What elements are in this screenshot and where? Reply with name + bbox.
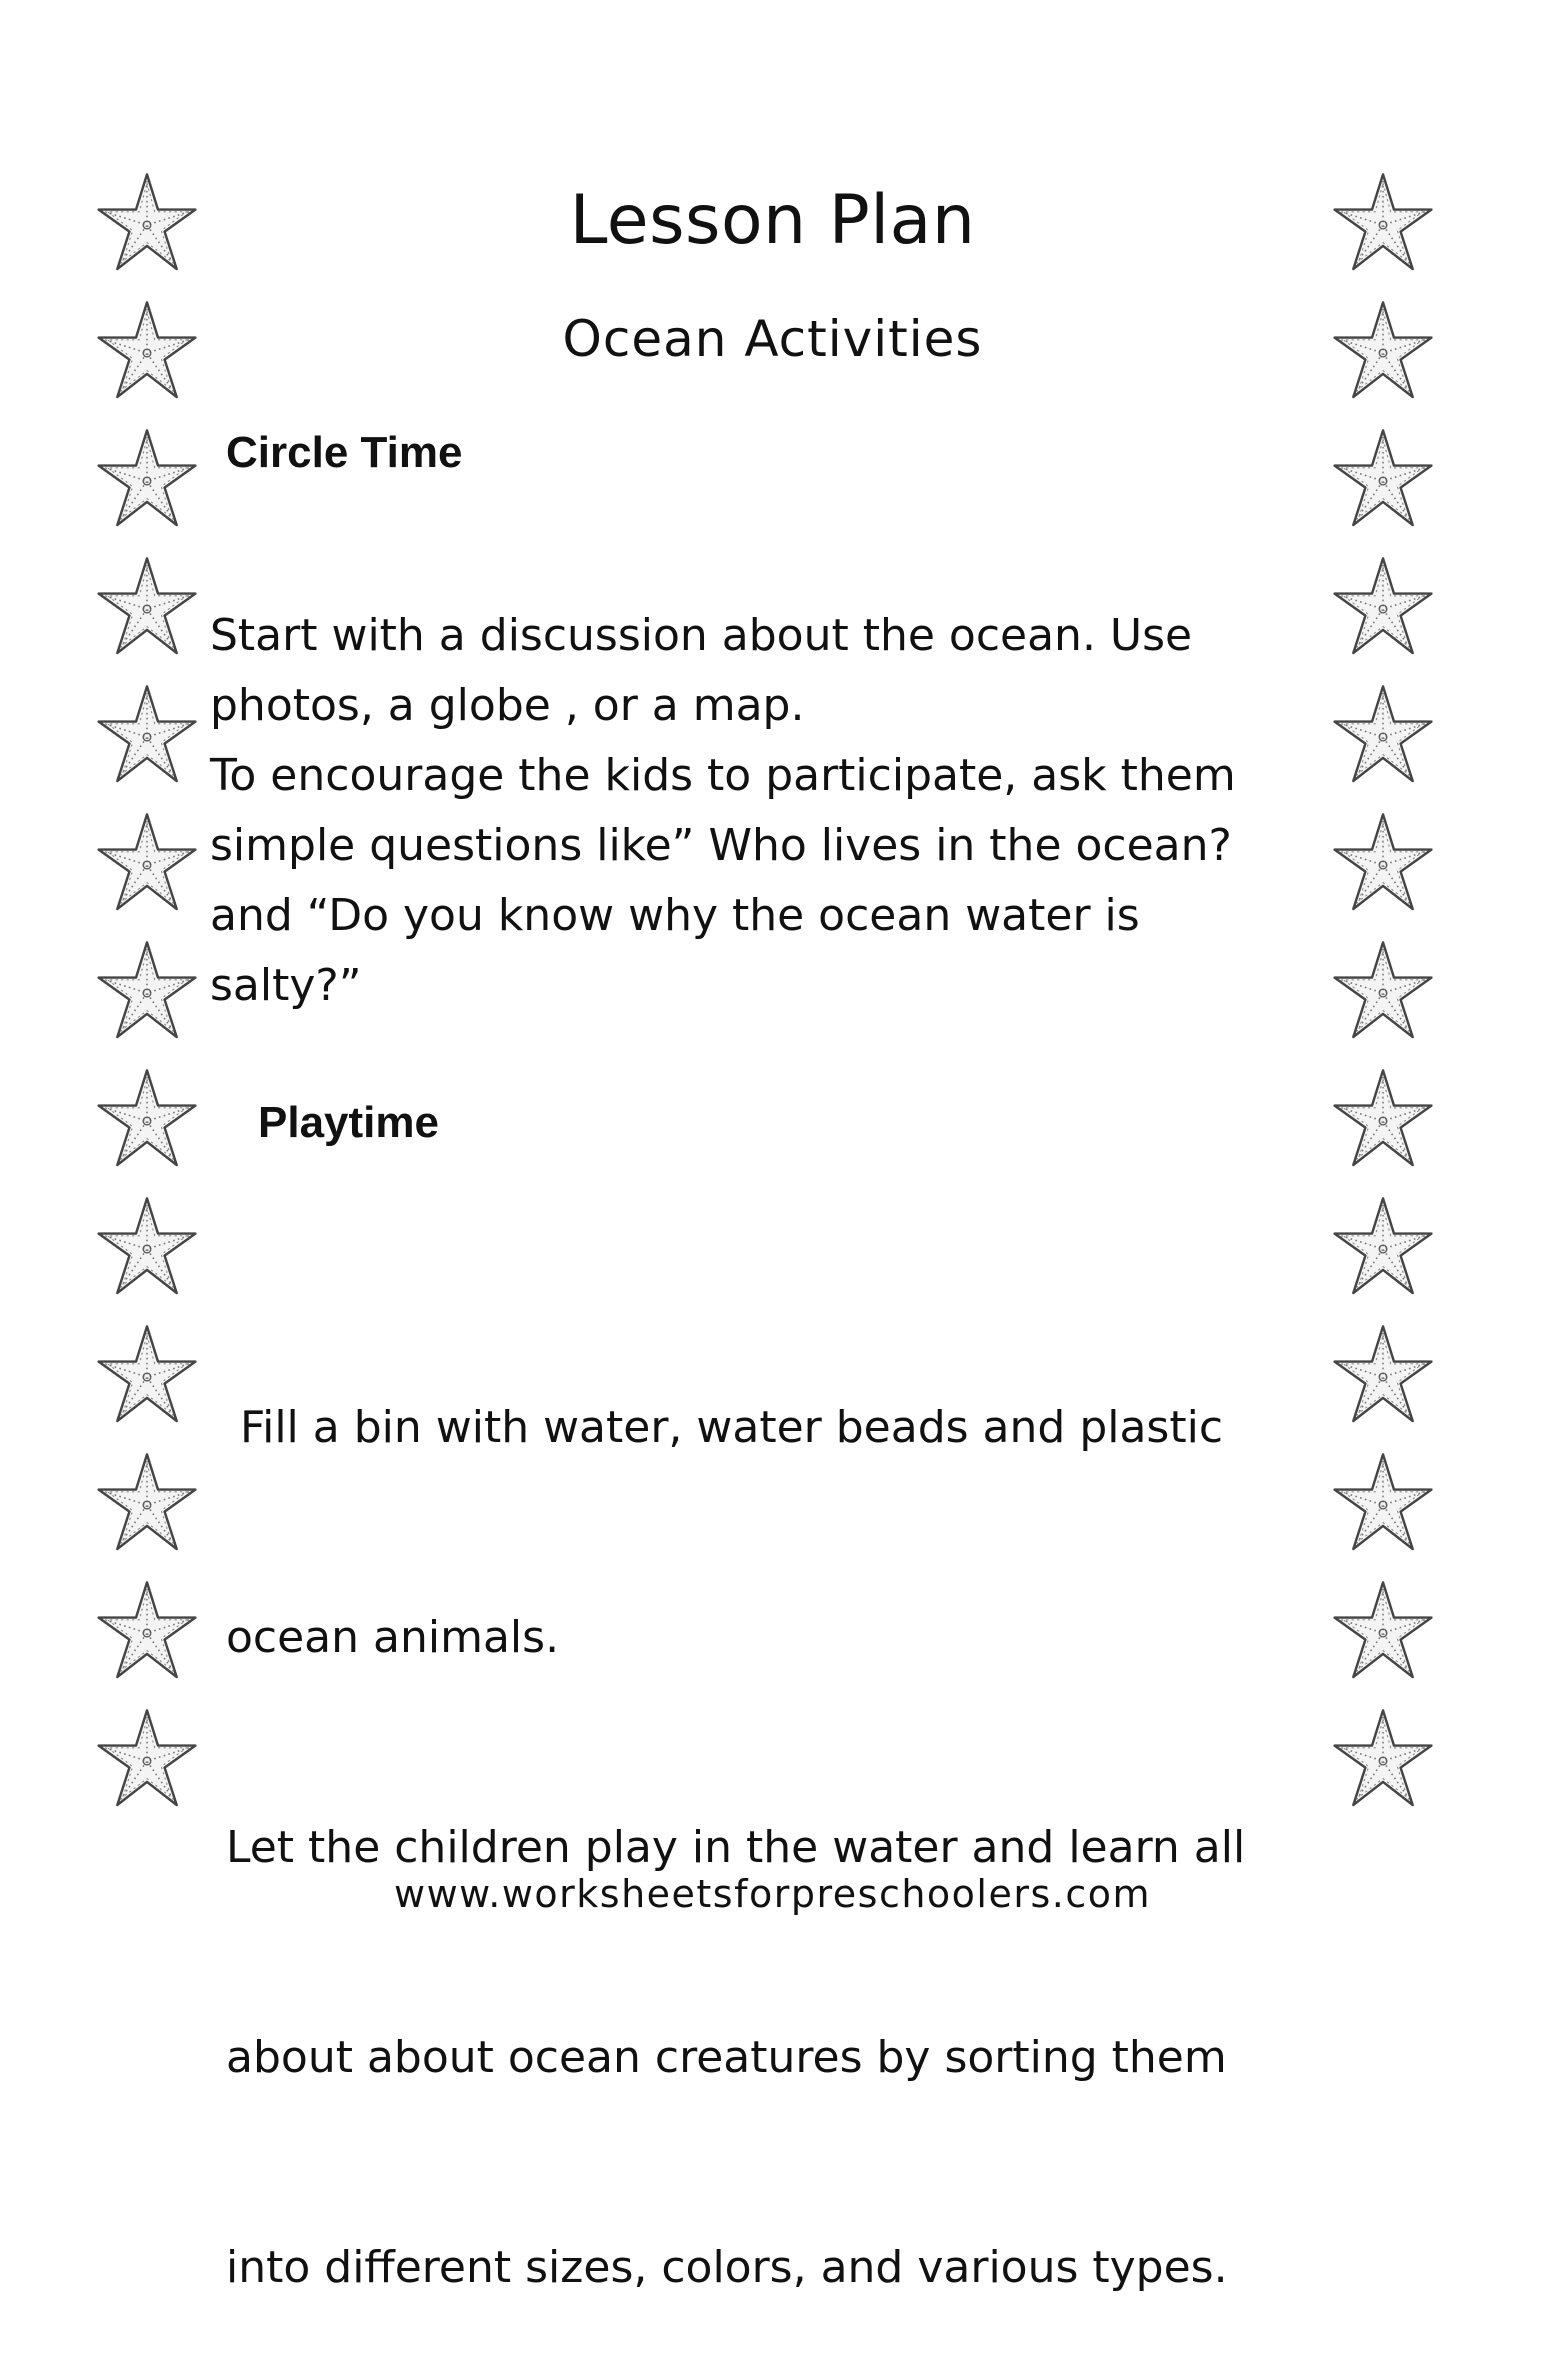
text-line: Start with a discussion about the ocean. Use [210, 610, 1193, 661]
left-starfish-border [92, 0, 202, 2000]
right-starfish-border [1328, 0, 1438, 2000]
starfish-icon [1328, 1578, 1438, 1688]
starfish-icon [1328, 1194, 1438, 1304]
starfish-icon [92, 938, 202, 1048]
website-footer: www.worksheetsforpreschoolers.com [393, 1872, 1152, 1916]
starfish-icon [92, 554, 202, 664]
starfish-icon [1328, 938, 1438, 1048]
starfish-icon [92, 682, 202, 792]
starfish-icon [1328, 1450, 1438, 1560]
starfish-icon [1328, 1706, 1438, 1816]
starfish-icon [92, 810, 202, 920]
starfish-icon [1328, 1066, 1438, 1176]
text-line: and “Do you know why the ocean water is [210, 890, 1140, 941]
text-line: photos, a globe , or a map. [210, 680, 805, 731]
starfish-icon [92, 1706, 202, 1816]
text-line: simple questions like” Who lives in the ocean? [210, 820, 1232, 871]
circle-time-text [210, 601, 1236, 1021]
text-line: into different sizes, colors, and various types. [226, 2242, 1228, 2293]
starfish-icon [1328, 682, 1438, 792]
text-line: about about ocean creatures by sorting them [226, 2032, 1227, 2083]
starfish-icon [1328, 1322, 1438, 1432]
starfish-icon [92, 1578, 202, 1688]
starfish-icon [92, 1066, 202, 1176]
starfish-icon [92, 1194, 202, 1304]
text-line: salty?” [210, 960, 362, 1011]
starfish-icon [1328, 426, 1438, 536]
starfish-icon [1328, 810, 1438, 920]
starfish-icon [92, 426, 202, 536]
text-line: Fill a bin with water, water beads and plastic [226, 1402, 1224, 1453]
starfish-icon [92, 1322, 202, 1432]
text-line: Let the children play in the water and learn all [226, 1822, 1246, 1873]
starfish-icon [92, 1450, 202, 1560]
page-title: Lesson Plan [569, 181, 976, 260]
text-line: To encourage the kids to participate, ask them [210, 750, 1236, 801]
section-heading-playtime: Playtime [258, 1098, 439, 1147]
section-heading-circle-time: Circle Time [226, 428, 463, 477]
playtime-text [226, 1253, 1245, 2373]
page-subtitle: Ocean Activities [562, 310, 983, 368]
starfish-icon [1328, 554, 1438, 664]
text-line: ocean animals. [226, 1612, 560, 1663]
